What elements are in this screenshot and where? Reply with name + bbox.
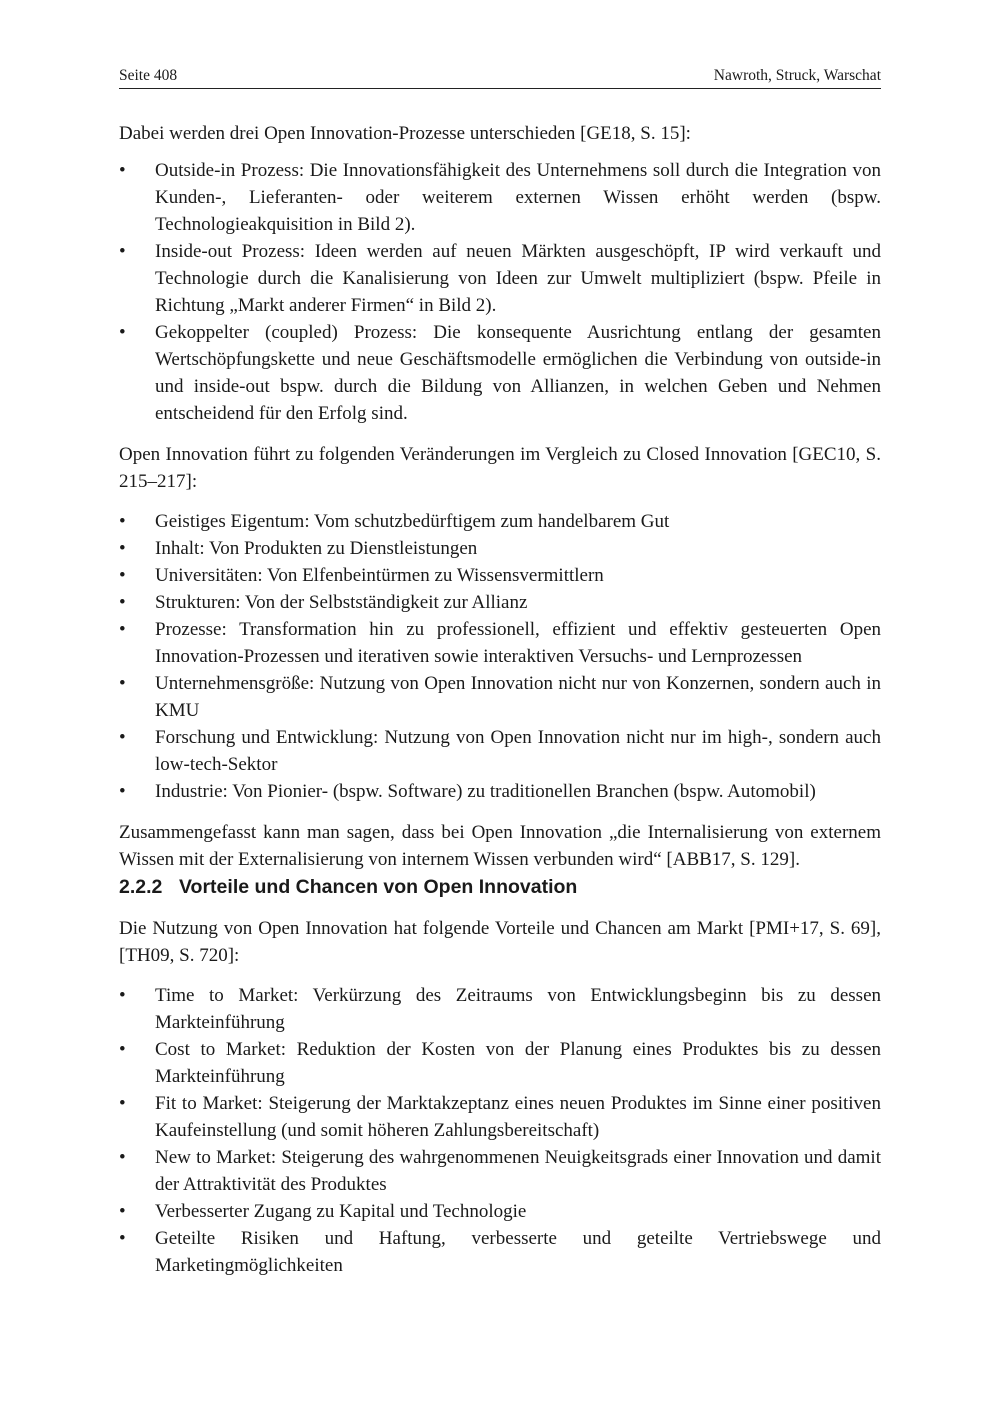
bullet-icon: •	[119, 1093, 126, 1114]
process-list	[119, 157, 881, 427]
bullet-icon: •	[119, 565, 126, 586]
intro-paragraph-advantages: Die Nutzung von Open Innovation hat folgende Vorteile und Chancen am Markt [PMI+17, S. 69], [TH09, S. 720]:	[119, 918, 881, 966]
bullet-icon: •	[119, 322, 126, 343]
bullet-icon: •	[119, 160, 126, 181]
bullet-icon: •	[119, 673, 126, 694]
bullet-icon: •	[119, 511, 126, 532]
list-item: • Industrie: Von Pionier- (bspw. Software) zu traditionellen Branchen (bspw. Automobil)	[119, 778, 881, 805]
page-number: Seite 408	[119, 67, 178, 84]
bullet-icon: •	[119, 1147, 126, 1168]
list-item: • Fit to Market: Steigerung der Marktakzeptanz eines neuen Produktes im Sinne einer positiven Kaufeinstellung (und somit höheren Zahlungsbereitschaft)	[119, 1090, 881, 1144]
bullet-icon: •	[119, 727, 126, 748]
intro-paragraph-changes: Open Innovation führt zu folgenden Veränderungen im Vergleich zu Closed Innovation [GEC10, S. 215–217]:	[119, 444, 881, 492]
list-item: • Unternehmensgröße: Nutzung von Open Innovation nicht nur von Konzernen, sondern auch in KMU	[119, 670, 881, 724]
advantages-list	[119, 982, 881, 1279]
list-item: • Inside-out Prozess: Ideen werden auf neuen Märkten ausgeschöpft, IP wird verkauft und Technologie durch die Kanalisierung von Ideen zur Umwelt multipliziert (bspw. Pfeile in Richtung „Markt anderer Firmen“ in Bild 2).	[119, 238, 881, 319]
intro-paragraph-processes: Dabei werden drei Open Innovation-Prozesse unterschieden [GE18, S. 15]:	[119, 123, 691, 144]
bullet-icon: •	[119, 241, 126, 262]
changes-list	[119, 508, 881, 805]
section-title: Vorteile und Chancen von Open Innovation	[179, 876, 578, 898]
bullet-icon: •	[119, 538, 126, 559]
list-item: • Geteilte Risiken und Haftung, verbesserte und geteilte Vertriebswege und Marketingmöglichkeiten	[119, 1225, 881, 1279]
section-number: 2.2.2	[119, 876, 163, 898]
section-heading	[119, 873, 881, 901]
list-item: • Geistiges Eigentum: Vom schutzbedürftigem zum handelbarem Gut	[119, 508, 881, 535]
summary-paragraph: Zusammengefasst kann man sagen, dass bei Open Innovation „die Internalisierung von externem Wissen mit der Externalisierung von internem Wissen verbunden wird“ [ABB17, S. 129].	[119, 822, 881, 870]
bullet-icon: •	[119, 592, 126, 613]
list-item: • Inhalt: Von Produkten zu Dienstleistungen	[119, 535, 881, 562]
list-item: • Outside-in Prozess: Die Innovationsfähigkeit des Unternehmens soll durch die Integration von Kunden-, Lieferanten- oder weiterem externen Wissen erhöht werden (bspw. Technologieakquisition in Bild 2).	[119, 157, 881, 238]
list-item: • Universitäten: Von Elfenbeintürmen zu Wissensvermittlern	[119, 562, 881, 589]
bullet-icon: •	[119, 1201, 126, 1222]
bullet-icon: •	[119, 781, 126, 802]
header-authors: Nawroth, Struck, Warschat	[713, 67, 881, 84]
list-item: • Cost to Market: Reduktion der Kosten von der Planung eines Produktes bis zu dessen Markteinführung	[119, 1036, 881, 1090]
bullet-icon: •	[119, 1228, 126, 1249]
bullet-icon: •	[119, 1039, 126, 1060]
bullet-icon: •	[119, 985, 126, 1006]
list-item: • Prozesse: Transformation hin zu professionell, effizient und effektiv gesteuerten Open Innovation-Prozessen und iterativen sowie interaktiven Versuchs- und Lernprozessen	[119, 616, 881, 670]
body-content	[119, 120, 881, 1279]
list-item: • Gekoppelter (coupled) Prozess: Die konsequente Ausrichtung entlang der gesamten Wertschöpfungskette und neue Geschäftsmodelle ermöglichen die Verbindung von outside-in und inside-out bspw. durch die Bildung von Allianzen, in welchen Geben und Nehmen entscheidend für den Erfolg sind.	[119, 319, 881, 427]
list-item: • Verbesserter Zugang zu Kapital und Technologie	[119, 1198, 881, 1225]
running-header	[119, 66, 881, 89]
bullet-icon: •	[119, 619, 126, 640]
list-item: • Strukturen: Von der Selbstständigkeit zur Allianz	[119, 589, 881, 616]
list-item: • Forschung und Entwicklung: Nutzung von Open Innovation nicht nur im high-, sondern auch low-tech-Sektor	[119, 724, 881, 778]
list-item: • Time to Market: Verkürzung des Zeitraums von Entwicklungsbeginn bis zu dessen Markteinführung	[119, 982, 881, 1036]
list-item: • New to Market: Steigerung des wahrgenommenen Neuigkeitsgrads einer Innovation und damit der Attraktivität des Produktes	[119, 1144, 881, 1198]
